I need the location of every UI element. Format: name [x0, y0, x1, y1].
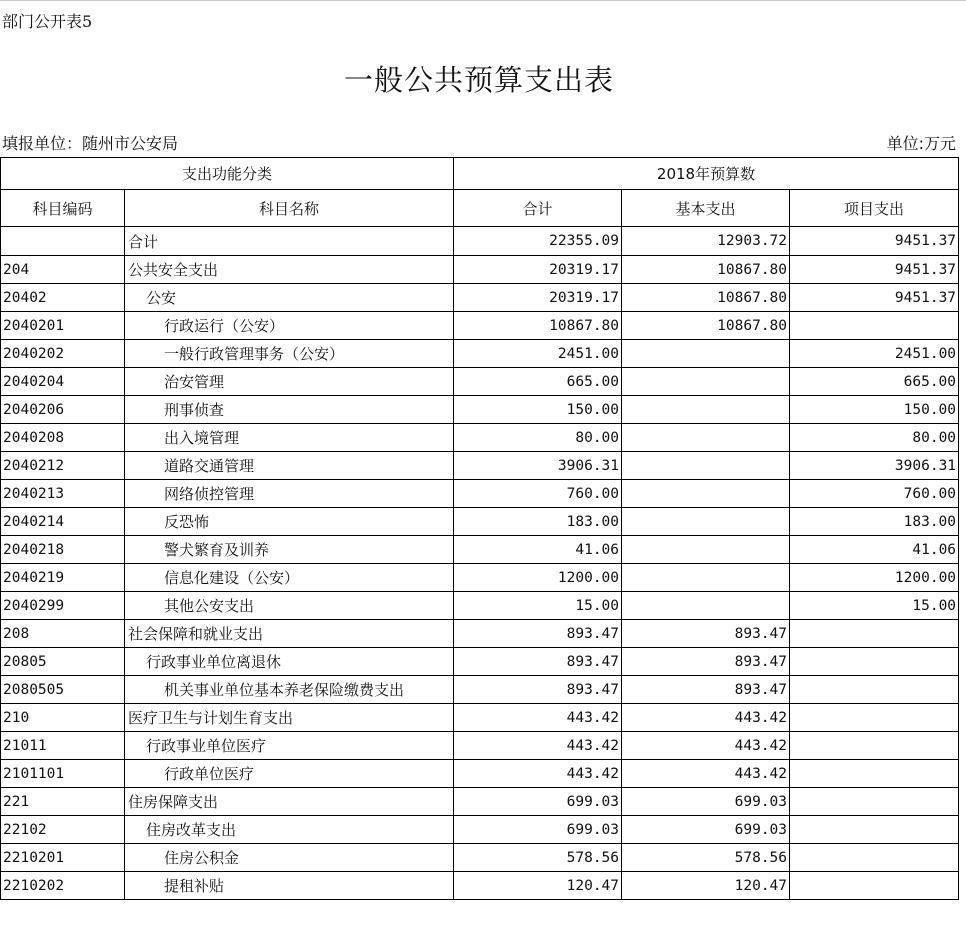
cell-name: 出入境管理: [125, 424, 454, 452]
cell-project: [790, 732, 959, 760]
cell-name: 网络侦控管理: [125, 480, 454, 508]
cell-basic: 10867.80: [622, 312, 790, 340]
cell-project: [790, 844, 959, 872]
cell-code: 2210202: [1, 872, 125, 900]
cell-total: 443.42: [454, 760, 622, 788]
cell-project: [790, 788, 959, 816]
cell-name: 行政单位医疗: [125, 760, 454, 788]
cell-name: 治安管理: [125, 368, 454, 396]
cell-name: 反恐怖: [125, 508, 454, 536]
cell-project: 15.00: [790, 592, 959, 620]
cell-code: 2040212: [1, 452, 125, 480]
cell-project: 665.00: [790, 368, 959, 396]
cell-project: 1200.00: [790, 564, 959, 592]
cell-total: 2451.00: [454, 340, 622, 368]
cell-basic: 699.03: [622, 788, 790, 816]
cell-total: 20319.17: [454, 256, 622, 284]
header-code: 科目编码: [1, 190, 125, 227]
cell-basic: 443.42: [622, 732, 790, 760]
table-row: [1, 256, 959, 284]
cell-project: 760.00: [790, 480, 959, 508]
cell-basic: [622, 536, 790, 564]
table-row: [1, 872, 959, 900]
cell-basic: 10867.80: [622, 284, 790, 312]
cell-total: 443.42: [454, 732, 622, 760]
cell-total: 22355.09: [454, 227, 622, 256]
table-row: [1, 564, 959, 592]
table-row: [1, 620, 959, 648]
table-row: [1, 340, 959, 368]
cell-total: 578.56: [454, 844, 622, 872]
cell-basic: [622, 396, 790, 424]
cell-total: 10867.80: [454, 312, 622, 340]
cell-code: 2210201: [1, 844, 125, 872]
budget-table: [0, 157, 959, 900]
cell-basic: 893.47: [622, 620, 790, 648]
cell-code: 2040218: [1, 536, 125, 564]
cell-project: 80.00: [790, 424, 959, 452]
cell-name: 行政事业单位离退休: [125, 648, 454, 676]
table-row: [1, 508, 959, 536]
document-label: 部门公开表5: [2, 12, 93, 31]
cell-total: 183.00: [454, 508, 622, 536]
cell-code: 204: [1, 256, 125, 284]
cell-project: 2451.00: [790, 340, 959, 368]
cell-project: [790, 816, 959, 844]
cell-name: 行政运行（公安）: [125, 312, 454, 340]
cell-code: 2040201: [1, 312, 125, 340]
cell-total: 150.00: [454, 396, 622, 424]
cell-basic: [622, 508, 790, 536]
cell-basic: 443.42: [622, 760, 790, 788]
table-row: [1, 760, 959, 788]
table-row: [1, 788, 959, 816]
cell-project: [790, 760, 959, 788]
cell-name: 机关事业单位基本养老保险缴费支出: [125, 676, 454, 704]
cell-basic: [622, 452, 790, 480]
cell-total: 15.00: [454, 592, 622, 620]
cell-name: 一般行政管理事务（公安）: [125, 340, 454, 368]
cell-code: 2040219: [1, 564, 125, 592]
cell-name: 住房保障支出: [125, 788, 454, 816]
page-title: 一般公共预算支出表: [343, 63, 614, 97]
cell-code: 2040214: [1, 508, 125, 536]
table-row: [1, 396, 959, 424]
cell-name: 医疗卫生与计划生育支出: [125, 704, 454, 732]
cell-total: 41.06: [454, 536, 622, 564]
table-row: [1, 368, 959, 396]
cell-total: 20319.17: [454, 284, 622, 312]
cell-name: 合计: [125, 227, 454, 256]
table-row: [1, 648, 959, 676]
cell-project: [790, 620, 959, 648]
cell-name: 刑事侦查: [125, 396, 454, 424]
cell-code: 2040204: [1, 368, 125, 396]
currency-unit: 单位:万元: [886, 134, 956, 153]
cell-name: 住房改革支出: [125, 816, 454, 844]
cell-total: 120.47: [454, 872, 622, 900]
cell-name: 公共安全支出: [125, 256, 454, 284]
cell-total: 699.03: [454, 816, 622, 844]
table-row: [1, 816, 959, 844]
cell-code: 20402: [1, 284, 125, 312]
cell-code: 2040208: [1, 424, 125, 452]
header-function-category: 支出功能分类: [1, 158, 454, 190]
cell-basic: [622, 340, 790, 368]
cell-total: 1200.00: [454, 564, 622, 592]
cell-total: 893.47: [454, 676, 622, 704]
cell-name: 其他公安支出: [125, 592, 454, 620]
top-rule: [0, 0, 966, 1]
cell-project: 9451.37: [790, 256, 959, 284]
cell-basic: 893.47: [622, 648, 790, 676]
cell-name: 住房公积金: [125, 844, 454, 872]
header-name: 科目名称: [125, 190, 454, 227]
cell-total: 80.00: [454, 424, 622, 452]
cell-basic: [622, 424, 790, 452]
table-row: [1, 312, 959, 340]
cell-project: [790, 648, 959, 676]
cell-basic: 12903.72: [622, 227, 790, 256]
header-basic: 基本支出: [622, 190, 790, 227]
cell-code: 21011: [1, 732, 125, 760]
cell-total: 443.42: [454, 704, 622, 732]
table-row: [1, 284, 959, 312]
table-row: [1, 536, 959, 564]
cell-code: 208: [1, 620, 125, 648]
cell-code: 2040299: [1, 592, 125, 620]
table-row: [1, 676, 959, 704]
cell-name: 行政事业单位医疗: [125, 732, 454, 760]
cell-project: 9451.37: [790, 284, 959, 312]
cell-project: [790, 704, 959, 732]
cell-basic: [622, 592, 790, 620]
table-row: [1, 704, 959, 732]
group-header-row: [1, 158, 959, 190]
cell-total: 893.47: [454, 620, 622, 648]
cell-project: 9451.37: [790, 227, 959, 256]
cell-project: [790, 312, 959, 340]
cell-basic: 10867.80: [622, 256, 790, 284]
cell-basic: 443.42: [622, 704, 790, 732]
table-row: [1, 732, 959, 760]
cell-basic: 578.56: [622, 844, 790, 872]
table-row: [1, 480, 959, 508]
cell-code: 22102: [1, 816, 125, 844]
cell-basic: [622, 368, 790, 396]
table-row: [1, 424, 959, 452]
cell-code: 2040213: [1, 480, 125, 508]
cell-code: 2080505: [1, 676, 125, 704]
cell-code: 2040206: [1, 396, 125, 424]
cell-project: 3906.31: [790, 452, 959, 480]
table-row: [1, 452, 959, 480]
cell-project: 150.00: [790, 396, 959, 424]
header-budget-year: 2018年预算数: [454, 158, 959, 190]
cell-code: [1, 227, 125, 256]
column-header-row: [1, 190, 959, 227]
cell-basic: 699.03: [622, 816, 790, 844]
cell-total: 760.00: [454, 480, 622, 508]
cell-total: 665.00: [454, 368, 622, 396]
cell-name: 提租补贴: [125, 872, 454, 900]
cell-basic: [622, 564, 790, 592]
cell-project: [790, 872, 959, 900]
cell-code: 221: [1, 788, 125, 816]
table-body: [1, 227, 959, 900]
cell-name: 公安: [125, 284, 454, 312]
table-row: [1, 844, 959, 872]
table-row: [1, 592, 959, 620]
cell-project: 41.06: [790, 536, 959, 564]
cell-name: 社会保障和就业支出: [125, 620, 454, 648]
cell-name: 信息化建设（公安）: [125, 564, 454, 592]
cell-code: 2040202: [1, 340, 125, 368]
cell-total: 893.47: [454, 648, 622, 676]
cell-code: 2101101: [1, 760, 125, 788]
cell-name: 道路交通管理: [125, 452, 454, 480]
cell-basic: 120.47: [622, 872, 790, 900]
cell-basic: 893.47: [622, 676, 790, 704]
cell-code: 20805: [1, 648, 125, 676]
cell-project: [790, 676, 959, 704]
cell-name: 警犬繁育及训养: [125, 536, 454, 564]
reporting-unit: 填报单位：随州市公安局: [2, 134, 179, 153]
cell-total: 699.03: [454, 788, 622, 816]
header-project: 项目支出: [790, 190, 959, 227]
header-total: 合计: [454, 190, 622, 227]
cell-basic: [622, 480, 790, 508]
cell-code: 210: [1, 704, 125, 732]
cell-total: 3906.31: [454, 452, 622, 480]
cell-project: 183.00: [790, 508, 959, 536]
table-row: [1, 227, 959, 256]
